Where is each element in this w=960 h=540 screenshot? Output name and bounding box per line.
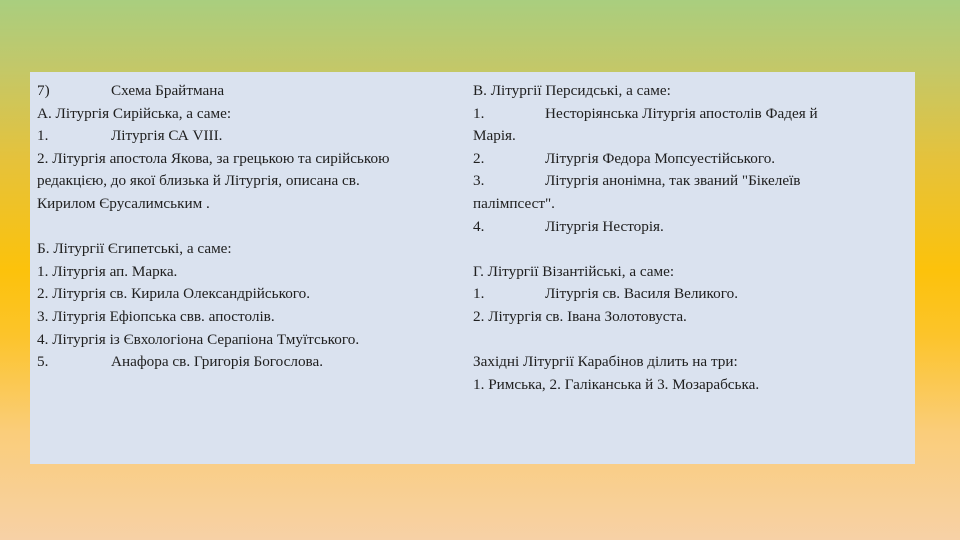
section-g-title: Г. Літургії Візантійські, а саме: bbox=[473, 262, 675, 280]
section-g-item-1 bbox=[473, 283, 898, 306]
item-number: 4. bbox=[473, 217, 485, 235]
section-v-title: В. Літургії Персидські, а саме: bbox=[473, 82, 671, 99]
section-b-item-3: 3. Літургія Ефіопська свв. апостолів. bbox=[37, 307, 275, 325]
item-text: Несторіянська Літургія апостолів Фадея й bbox=[545, 104, 818, 122]
item-number: 1. bbox=[37, 127, 49, 145]
section-a-item-2-line-2: редакцією, до якої близька й Літургія, описана св. bbox=[37, 172, 360, 190]
item-text: Літургія СА VIII. bbox=[111, 127, 223, 145]
section-a-item-1 bbox=[37, 125, 475, 148]
section-b-title: Б. Літургії Єгипетські, а саме: bbox=[37, 240, 232, 258]
section-a-item-2-line-1: 2. Літургія апостола Якова, за грецькою та сирійською bbox=[37, 149, 390, 167]
section-b-item-1: 1. Літургія ап. Марка. bbox=[37, 262, 178, 280]
section-b-item-4: 4. Літургія із Євхологіона Серапіона Тмуїтського. bbox=[37, 330, 360, 348]
item-text: Літургія св. Василя Великого. bbox=[545, 285, 739, 303]
section-v-item-4 bbox=[473, 216, 898, 239]
section-v-item-2 bbox=[473, 148, 898, 171]
heading-title: Схема Брайтмана bbox=[111, 82, 225, 99]
item-text: Літургія анонімна, так званий "Бікелеїв bbox=[545, 172, 801, 190]
item-text: Літургія Федора Мопсуестійського. bbox=[545, 149, 776, 167]
section-v-item-3 bbox=[473, 170, 898, 193]
section-b-item-5 bbox=[37, 351, 475, 374]
item-number: 1. bbox=[473, 285, 485, 303]
item-number: 3. bbox=[473, 172, 485, 190]
left-column bbox=[37, 80, 475, 374]
section-v-item-3-cont: палімпсест". bbox=[473, 194, 555, 212]
western-liturgies-line-2: 1. Римська, 2. Галіканська й 3. Мозарабська. bbox=[473, 375, 760, 393]
section-a-item-2-line-3: Кирилом Єрусалимським . bbox=[37, 194, 210, 212]
section-v-item-1-cont: Марія. bbox=[473, 127, 516, 145]
spacer bbox=[37, 216, 475, 239]
section-a-title: А. Літургія Сирійська, а саме: bbox=[37, 104, 232, 122]
heading-line bbox=[37, 80, 475, 103]
item-text: Анафора св. Григорія Богослова. bbox=[111, 353, 324, 371]
western-liturgies-line-1: Західні Літургії Карабінов ділить на три: bbox=[473, 353, 738, 371]
content-panel bbox=[30, 72, 915, 464]
item-number: 2. bbox=[473, 149, 485, 167]
section-v-item-1 bbox=[473, 103, 898, 126]
right-column bbox=[473, 80, 898, 396]
heading-number: 7) bbox=[37, 82, 50, 99]
section-g-item-2: 2. Літургія св. Івана Золотовуста. bbox=[473, 307, 687, 325]
item-number: 1. bbox=[473, 104, 485, 122]
section-b-item-2: 2. Літургія св. Кирила Олександрійського. bbox=[37, 285, 311, 303]
item-text: Літургія Несторія. bbox=[545, 217, 664, 235]
spacer bbox=[473, 238, 898, 261]
item-number: 5. bbox=[37, 353, 49, 371]
spacer bbox=[473, 329, 898, 352]
